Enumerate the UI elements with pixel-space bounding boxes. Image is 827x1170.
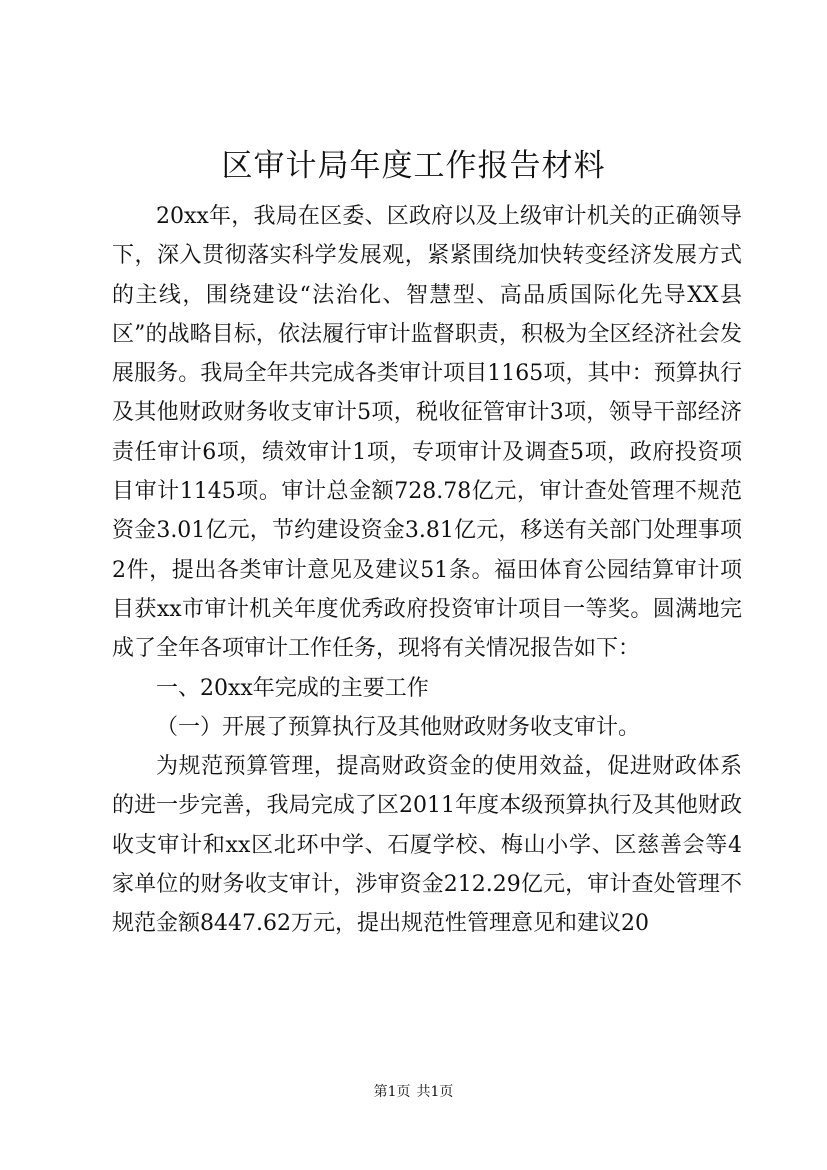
intro-paragraph: 20xx年，我局在区委、区政府以及上级审计机关的正确领导下，深入贯彻落实科学发展观，紧紧围绕加快转变经济发展方式的主线，围绕建设“法治化、智慧型、高品质国际化先导XX县区”的战略目标，依法履行审计监督职责，积极为全区经济社会发展服务。我局全年共完成各类审计项目1165项，其中：预算执行及其他财政财务收支审计5项，税收征管审计3项，领导干部经济责任审计6项，绩效审计1项，专项审计及调查5项，政府投资项目审计1145项。审计总金额728.78亿元，审计查处管理不规范资金3.01亿元，节约建设资金3.81亿元，移送有关部门处理事项2件，提出各类审计意见及建议51条。福田体育公园结算审计项目获xx市审计机关年度优秀政府投资审计项目一等奖。圆满地完成了全年各项审计工作任务，现将有关情况报告如下：	[112, 204, 742, 662]
page-number: 第1页	[373, 1084, 411, 1100]
section-heading: 一、20xx年完成的主要工作	[156, 675, 429, 701]
document-body	[112, 197, 742, 944]
page-total: 共1页	[416, 1084, 454, 1100]
subsection-heading: （一）开展了预算执行及其他财政财务收支审计。	[156, 714, 641, 740]
body-paragraph: 为规范预算管理，提高财政资金的使用效益，促进财政体系的进一步完善，我局完成了区2011年度本级预算执行及其他财政收支审计和xx区北环中学、石厦学校、梅山小学、区慈善会等4家单位的财务收支审计，涉审资金212.29亿元，审计查处管理不规范金额8447.62万元，提出规范性管理意见和建议20	[112, 754, 742, 937]
page-footer	[0, 1082, 827, 1102]
document-title: 区审计局年度工作报告材料	[221, 148, 606, 184]
